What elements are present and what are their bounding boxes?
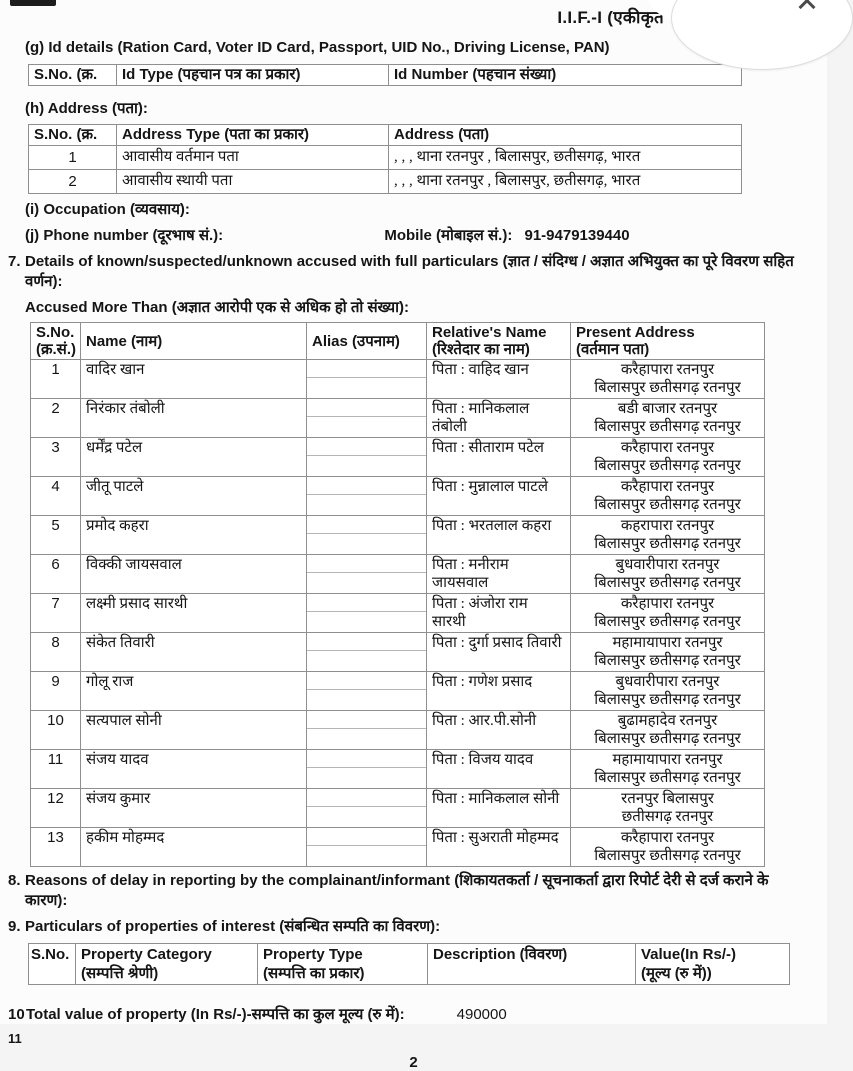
- section-9-number: 9.: [8, 918, 21, 935]
- accused-more-than-label: Accused More Than (अज्ञात आरोपी एक से अधिक हो तो संख्या):: [25, 299, 409, 316]
- accused-alias-cell: [307, 516, 427, 555]
- accused-name: संजय यादव: [81, 750, 307, 789]
- accused-alias-cell: [307, 594, 427, 633]
- accused-row: [31, 360, 765, 399]
- accused-name: सत्यपाल सोनी: [81, 711, 307, 750]
- accused-relative: पिता : मुन्नालाल पाटले: [427, 477, 571, 516]
- prop-col-value: Value(In Rs/-) (मूल्य (रु में)): [636, 944, 790, 985]
- address-row-address: , , , थाना रतनपुर , बिलासपुर, छतीसगढ़, भारत: [389, 170, 742, 194]
- section-i-heading: (i) Occupation (व्यवसाय):: [25, 201, 190, 218]
- id-col-number: Id Number (पहचान संख्या): [389, 65, 742, 86]
- accused-address: बुधवारीपारा रतनपुर बिलासपुर छतीसगढ़ रतनपुर: [571, 672, 765, 711]
- section-10-total-value: [8, 1005, 827, 1025]
- property-table: [28, 943, 790, 985]
- accused-col-name: Name (नाम): [81, 323, 307, 360]
- address-row: [29, 146, 742, 170]
- accused-alias-cell: [307, 789, 427, 828]
- accused-alias-cell: [307, 633, 427, 672]
- accused-alias-cell: [307, 555, 427, 594]
- accused-address: महामायापारा रतनपुर बिलासपुर छतीसगढ़ रतनपुर: [571, 750, 765, 789]
- accused-col-alias: Alias (उपनाम): [307, 323, 427, 360]
- address-row-sno: 2: [29, 170, 117, 194]
- scroll-indicator[interactable]: [671, 0, 853, 70]
- mobile-value: 91-9479139440: [524, 227, 630, 244]
- accused-relative: पिता : सीताराम पटेल: [427, 438, 571, 477]
- id-details-table: [28, 64, 742, 86]
- accused-address: करैहापारा रतनपुर बिलासपुर छतीसगढ़ रतनपुर: [571, 360, 765, 399]
- accused-name: विक्की जायसवाल: [81, 555, 307, 594]
- accused-sno: 1: [31, 360, 81, 399]
- accused-row: [31, 789, 765, 828]
- accused-row: [31, 477, 765, 516]
- accused-address: बडी बाजार रतनपुर बिलासपुर छतीसगढ़ रतनपुर: [571, 399, 765, 438]
- accused-row: [31, 750, 765, 789]
- address-row-type: आवासीय स्थायी पता: [117, 170, 389, 194]
- accused-address: रतनपुर बिलासपुर छतीसगढ़ रतनपुर: [571, 789, 765, 828]
- accused-sno: 9: [31, 672, 81, 711]
- accused-alias-cell: [307, 438, 427, 477]
- accused-name: वादिर खान: [81, 360, 307, 399]
- section-8-text: Reasons of delay in reporting by the complainant/informant (शिकायतकर्ता / सूचनाकर्ता द्वारा रिपोर्ट देरी से दर्ज कराने के कारण):: [25, 872, 769, 909]
- table-header-row: [31, 323, 765, 360]
- accused-col-address: Present Address (वर्तमान पता): [571, 323, 765, 360]
- section-7-text: Details of known/suspected/unknown accused with full particulars (ज्ञात / संदिग्ध / अज्ञात अभियुक्त का पूरे विवरण सहित वर्णन):: [25, 253, 794, 290]
- page-number: 2: [409, 1054, 418, 1071]
- accused-row: [31, 633, 765, 672]
- accused-address: करैहापारा रतनपुर बिलासपुर छतीसगढ़ रतनपुर: [571, 438, 765, 477]
- section-j-heading: [25, 226, 807, 246]
- section-h-heading: (h) Address (पता):: [25, 100, 148, 117]
- accused-alias-cell: [307, 399, 427, 438]
- accused-name: जीतू पाटले: [81, 477, 307, 516]
- accused-col-relative: Relative's Name (रिश्तेदार का नाम): [427, 323, 571, 360]
- accused-relative: पिता : सुअराती मोहम्मद: [427, 828, 571, 867]
- accused-relative: पिता : मानिकलाल तंबोली: [427, 399, 571, 438]
- prop-col-type: Property Type (सम्पत्ति का प्रकार): [258, 944, 428, 985]
- accused-sno: 6: [31, 555, 81, 594]
- section-8-number: 8.: [8, 872, 21, 889]
- accused-address: करैहापारा रतनपुर बिलासपुर छतीसगढ़ रतनपुर: [571, 828, 765, 867]
- accused-relative: पिता : विजय यादव: [427, 750, 571, 789]
- accused-name: संजय कुमार: [81, 789, 307, 828]
- section-g-heading: (g) Id details (Ration Card, Voter ID Card, Passport, UID No., Driving License, PAN): [25, 39, 610, 56]
- phone-number-label: (j) Phone number (दूरभाष सं.):: [25, 227, 224, 244]
- table-header-row: [29, 125, 742, 146]
- accused-row: [31, 711, 765, 750]
- accused-address: महामायापारा रतनपुर बिलासपुर छतीसगढ़ रतनपुर: [571, 633, 765, 672]
- section-10-number: 10: [8, 1006, 25, 1023]
- accused-sno: 4: [31, 477, 81, 516]
- accused-relative: पिता : वाहिद खान: [427, 360, 571, 399]
- accused-col-sno: S.No. (क्र.सं.): [31, 323, 81, 360]
- address-row-type: आवासीय वर्तमान पता: [117, 146, 389, 170]
- page-edge-mark: [10, 0, 56, 6]
- accused-row: [31, 594, 765, 633]
- accused-relative: पिता : मानिकलाल सोनी: [427, 789, 571, 828]
- prop-col-category: Property Category (सम्पत्ति श्रेणी): [76, 944, 258, 985]
- accused-row: [31, 555, 765, 594]
- section-7-heading: [8, 252, 811, 292]
- accused-alias-cell: [307, 477, 427, 516]
- accused-row: [31, 399, 765, 438]
- id-col-sno: S.No. (क्र.: [29, 65, 117, 86]
- accused-row: [31, 828, 765, 867]
- accused-sno: 3: [31, 438, 81, 477]
- section-9-text: Particulars of properties of interest (संबन्धित सम्पति का विवरण):: [25, 918, 441, 935]
- accused-alias-cell: [307, 828, 427, 867]
- total-value-amount: 490000: [456, 1006, 507, 1023]
- accused-sno: 8: [31, 633, 81, 672]
- accused-name: प्रमोद कहरा: [81, 516, 307, 555]
- id-col-type: Id Type (पहचान पत्र का प्रकार): [117, 65, 389, 86]
- accused-address: बुधवारीपारा रतनपुर बिलासपुर छतीसगढ़ रतनपुर: [571, 555, 765, 594]
- section-9-heading: [8, 917, 811, 937]
- accused-name: हकीम मोहम्मद: [81, 828, 307, 867]
- accused-name: लक्ष्मी प्रसाद सारथी: [81, 594, 307, 633]
- accused-name: निरंकार तंबोली: [81, 399, 307, 438]
- accused-row: [31, 516, 765, 555]
- accused-alias-cell: [307, 672, 427, 711]
- accused-alias-cell: [307, 750, 427, 789]
- accused-relative: पिता : मनीराम जायसवाल: [427, 555, 571, 594]
- accused-address: करैहापारा रतनपुर बिलासपुर छतीसगढ़ रतनपुर: [571, 477, 765, 516]
- form-title-prefix: I.I.F.-I (एकीकृत: [557, 8, 665, 27]
- address-row: [29, 170, 742, 194]
- accused-name: धर्मेंद्र पटेल: [81, 438, 307, 477]
- accused-sno: 12: [31, 789, 81, 828]
- address-row-address: , , , थाना रतनपुर , बिलासपुर, छतीसगढ़, भारत: [389, 146, 742, 170]
- accused-relative: पिता : भरतलाल कहरा: [427, 516, 571, 555]
- accused-row: [31, 672, 765, 711]
- table-header-row: [29, 944, 790, 985]
- addr-col-sno: S.No. (क्र.: [29, 125, 117, 146]
- addr-col-type: Address Type (पता का प्रकार): [117, 125, 389, 146]
- section-8-heading: [8, 871, 811, 911]
- accused-address: बुढामहादेव रतनपुर बिलासपुर छतीसगढ़ रतनपुर: [571, 711, 765, 750]
- table-header-row: [29, 65, 742, 86]
- section-7-number: 7.: [8, 253, 21, 270]
- accused-relative: पिता : अंजोरा राम सारथी: [427, 594, 571, 633]
- prop-col-description: Description (विवरण): [428, 944, 636, 985]
- accused-relative: पिता : दुर्गा प्रसाद तिवारी: [427, 633, 571, 672]
- accused-alias-cell: [307, 360, 427, 399]
- address-table: [28, 124, 742, 194]
- accused-address: कहरापारा रतनपुर बिलासपुर छतीसगढ़ रतनपुर: [571, 516, 765, 555]
- prop-col-sno: S.No.: [29, 944, 76, 985]
- accused-sno: 5: [31, 516, 81, 555]
- accused-row: [31, 438, 765, 477]
- accused-relative: पिता : आर.पी.सोनी: [427, 711, 571, 750]
- accused-sno: 11: [31, 750, 81, 789]
- accused-sno: 2: [31, 399, 81, 438]
- address-row-sno: 1: [29, 146, 117, 170]
- accused-name: गोलू राज: [81, 672, 307, 711]
- accused-address: करैहापारा रतनपुर बिलासपुर छतीसगढ़ रतनपुर: [571, 594, 765, 633]
- addr-col-address: Address (पता): [389, 125, 742, 146]
- accused-table: [30, 322, 765, 867]
- accused-relative: पिता : गणेश प्रसाद: [427, 672, 571, 711]
- mobile-label: Mobile (मोबाइल सं.):: [384, 227, 513, 244]
- accused-alias-cell: [307, 711, 427, 750]
- accused-sno: 7: [31, 594, 81, 633]
- section-11-number: 11: [8, 1031, 22, 1046]
- accused-name: संकेत तिवारी: [81, 633, 307, 672]
- total-value-label: Total value of property (In Rs/-)-सम्पत्ति का कुल मूल्य (रु में):: [26, 1006, 405, 1023]
- accused-sno: 10: [31, 711, 81, 750]
- accused-sno: 13: [31, 828, 81, 867]
